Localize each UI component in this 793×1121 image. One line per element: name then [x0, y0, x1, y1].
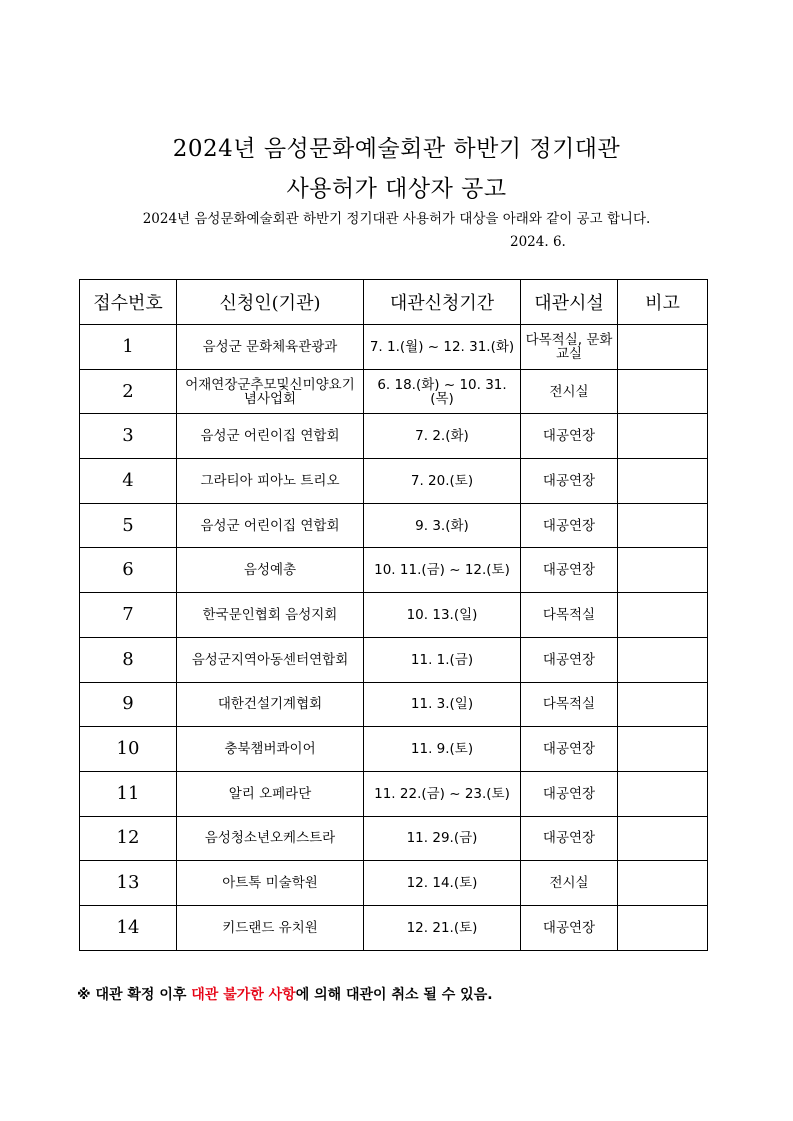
cell-period: 6. 18.(화) ~ 10. 31.(목) — [364, 369, 521, 414]
cell-remarks — [618, 325, 708, 370]
footnote — [77, 984, 493, 1004]
cell-facility: 대공연장 — [521, 548, 618, 593]
cell-remarks — [618, 459, 708, 504]
cell-applicant: 키드랜드 유치원 — [177, 905, 364, 950]
cell-receipt-no: 2 — [80, 369, 177, 414]
cell-facility: 대공연장 — [521, 771, 618, 816]
cell-period: 9. 3.(화) — [364, 503, 521, 548]
notice-date: 2024. 6. — [510, 234, 566, 250]
table-row — [80, 548, 708, 593]
cell-facility: 다목적실, 문화교실 — [521, 325, 618, 370]
cell-applicant: 대한건설기계협회 — [177, 682, 364, 727]
cell-period: 7. 20.(토) — [364, 459, 521, 504]
footnote-suffix: 에 의해 대관이 취소 될 수 있음. — [295, 987, 493, 1003]
cell-remarks — [618, 503, 708, 548]
table-row — [80, 816, 708, 861]
cell-remarks — [618, 637, 708, 682]
cell-remarks — [618, 369, 708, 414]
table-row — [80, 369, 708, 414]
cell-receipt-no: 4 — [80, 459, 177, 504]
header-receipt-no: 접수번호 — [80, 280, 177, 325]
table-row — [80, 459, 708, 504]
table-row — [80, 727, 708, 772]
document-title-line1: 2024년 음성문화예술회관 하반기 정기대관 — [172, 136, 621, 162]
cell-applicant: 충북챔버콰이어 — [177, 727, 364, 772]
table-row — [80, 414, 708, 459]
cell-facility: 대공연장 — [521, 459, 618, 504]
cell-remarks — [618, 414, 708, 459]
cell-applicant: 그라티아 피아노 트리오 — [177, 459, 364, 504]
cell-period: 11. 1.(금) — [364, 637, 521, 682]
cell-facility: 대공연장 — [521, 637, 618, 682]
cell-facility: 다목적실 — [521, 593, 618, 638]
cell-period: 11. 3.(일) — [364, 682, 521, 727]
cell-remarks — [618, 727, 708, 772]
cell-remarks — [618, 861, 708, 906]
cell-receipt-no: 5 — [80, 503, 177, 548]
table-header-row — [80, 280, 708, 325]
cell-remarks — [618, 548, 708, 593]
cell-facility: 다목적실 — [521, 682, 618, 727]
cell-applicant: 음성예총 — [177, 548, 364, 593]
cell-applicant: 음성군 어린이집 연합회 — [177, 503, 364, 548]
header-facility: 대관시설 — [521, 280, 618, 325]
document-title-line2: 사용허가 대상자 공고 — [286, 176, 507, 202]
table-row — [80, 905, 708, 950]
cell-remarks — [618, 682, 708, 727]
header-remarks: 비고 — [618, 280, 708, 325]
cell-facility: 대공연장 — [521, 727, 618, 772]
header-applicant: 신청인(기관) — [177, 280, 364, 325]
cell-applicant: 한국문인협회 음성지회 — [177, 593, 364, 638]
table-row — [80, 325, 708, 370]
cell-period: 11. 29.(금) — [364, 816, 521, 861]
footnote-highlight: 대관 불가한 사항 — [191, 987, 296, 1003]
cell-period: 10. 13.(일) — [364, 593, 521, 638]
cell-remarks — [618, 593, 708, 638]
cell-period: 7. 2.(화) — [364, 414, 521, 459]
cell-applicant: 음성군 문화체육관광과 — [177, 325, 364, 370]
cell-receipt-no: 8 — [80, 637, 177, 682]
footnote-prefix: ※ 대관 확정 이후 — [77, 987, 192, 1003]
cell-receipt-no: 11 — [80, 771, 177, 816]
table-row — [80, 593, 708, 638]
cell-receipt-no: 9 — [80, 682, 177, 727]
table-row — [80, 637, 708, 682]
cell-facility: 대공연장 — [521, 503, 618, 548]
cell-applicant: 아트톡 미술학원 — [177, 861, 364, 906]
table-row — [80, 503, 708, 548]
cell-period: 11. 22.(금) ~ 23.(토) — [364, 771, 521, 816]
cell-facility: 대공연장 — [521, 816, 618, 861]
cell-applicant: 음성군지역아동센터연합회 — [177, 637, 364, 682]
cell-receipt-no: 13 — [80, 861, 177, 906]
cell-remarks — [618, 771, 708, 816]
cell-receipt-no: 6 — [80, 548, 177, 593]
cell-receipt-no: 7 — [80, 593, 177, 638]
rental-table — [79, 279, 708, 951]
table-row — [80, 682, 708, 727]
cell-period: 7. 1.(월) ~ 12. 31.(화) — [364, 325, 521, 370]
cell-period: 11. 9.(토) — [364, 727, 521, 772]
cell-applicant: 알리 오페라단 — [177, 771, 364, 816]
cell-receipt-no: 3 — [80, 414, 177, 459]
cell-receipt-no: 12 — [80, 816, 177, 861]
cell-receipt-no: 14 — [80, 905, 177, 950]
cell-remarks — [618, 816, 708, 861]
cell-period: 10. 11.(금) ~ 12.(토) — [364, 548, 521, 593]
cell-receipt-no: 1 — [80, 325, 177, 370]
cell-facility: 대공연장 — [521, 414, 618, 459]
cell-period: 12. 14.(토) — [364, 861, 521, 906]
header-period: 대관신청기간 — [364, 280, 521, 325]
cell-receipt-no: 10 — [80, 727, 177, 772]
table-row — [80, 771, 708, 816]
cell-applicant: 음성군 어린이집 연합회 — [177, 414, 364, 459]
table-row — [80, 861, 708, 906]
cell-facility: 전시실 — [521, 861, 618, 906]
table-body — [80, 325, 708, 951]
cell-period: 12. 21.(토) — [364, 905, 521, 950]
cell-applicant: 음성청소년오케스트라 — [177, 816, 364, 861]
cell-remarks — [618, 905, 708, 950]
intro-text: 2024년 음성문화예술회관 하반기 정기대관 사용허가 대상을 아래와 같이 공고 합니다. — [142, 211, 651, 227]
cell-applicant: 어재연장군추모및신미양요기념사업회 — [177, 369, 364, 414]
cell-facility: 전시실 — [521, 369, 618, 414]
cell-facility: 대공연장 — [521, 905, 618, 950]
